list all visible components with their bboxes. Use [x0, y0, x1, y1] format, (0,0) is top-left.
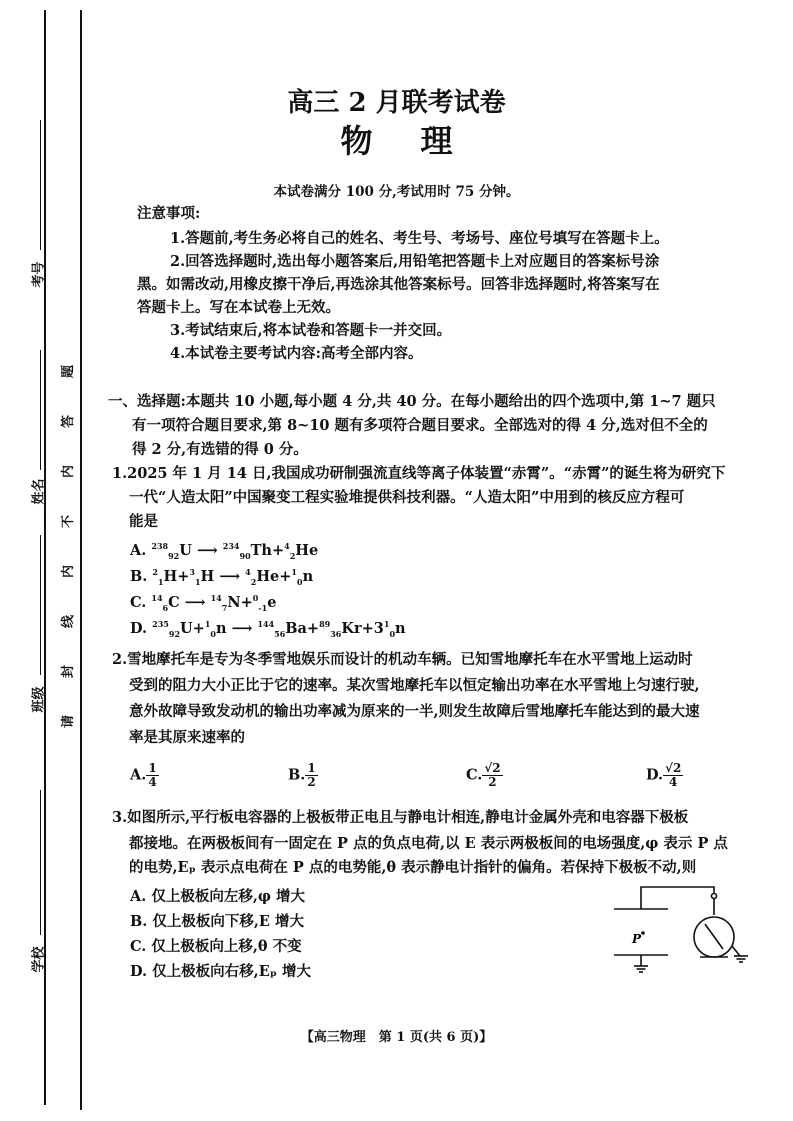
- q3-option-c[interactable]: C. 仅上极板向上移,θ 不变: [130, 938, 302, 955]
- label-banji: 班级: [31, 686, 47, 713]
- nuclide: H+: [163, 568, 190, 585]
- denominator: 2: [488, 775, 497, 789]
- q2-stem-line-3: 意外故障导致发动机的输出功率减为原来的一半,则发生故障后雪地摩托车能达到的最大速: [129, 703, 700, 720]
- atomic-number: 6: [162, 602, 169, 613]
- nuclide: e: [267, 594, 277, 611]
- q3-option-b[interactable]: B. 仅上极板向下移,E 增大: [130, 913, 304, 930]
- margin-line-outer: [44, 10, 46, 1105]
- numerator: 1: [307, 761, 316, 775]
- atomic-number: 1: [194, 576, 201, 587]
- nuclide: Ba+: [285, 620, 320, 637]
- banji-fill-line[interactable]: [40, 535, 41, 675]
- mass-number: 234: [222, 541, 240, 552]
- atomic-number: 2: [250, 576, 257, 587]
- atomic-number: 56: [274, 628, 286, 639]
- q2-option-c[interactable]: [466, 762, 503, 789]
- option-label: A.: [130, 542, 147, 559]
- q2-option-d[interactable]: [646, 762, 683, 789]
- notes-item-4: 4.本试卷主要考试内容:高考全部内容。: [170, 345, 423, 362]
- mass-number: 14: [151, 593, 163, 604]
- notes-item-1: 1.答题前,考生务必将自己的姓名、考生号、考场号、座位号填写在答题卡上。: [170, 230, 669, 247]
- q1-stem-line-3: 能是: [129, 513, 158, 530]
- atomic-number: 1: [157, 576, 164, 587]
- notes-item-2-line-3: 答题卡上。写在本试卷上无效。: [137, 299, 340, 316]
- nuclide: N+: [227, 594, 253, 611]
- label-kaohao: 考号: [31, 261, 47, 288]
- denominator: 4: [148, 775, 157, 789]
- option-label: B.: [288, 766, 306, 784]
- mass-number: 1: [383, 619, 390, 630]
- mass-number: 14: [210, 593, 222, 604]
- fraction: [663, 762, 683, 789]
- q3-option-a[interactable]: A. 仅上极板向左移,φ 增大: [130, 888, 306, 905]
- atomic-number: 90: [239, 550, 251, 561]
- q3-stem-line-1: 3.如图所示,平行板电容器的上极板带正电且与静电计相连,静电计金属外壳和电容器下极板: [112, 809, 689, 826]
- seal-char: 封: [61, 664, 77, 679]
- q2-stem-line-4: 率是其原来速率的: [129, 729, 245, 746]
- electrometer-pointer: [705, 924, 723, 949]
- q3-stem-line-3: 的电势,Eₚ 表示点电荷在 P 点的电势能,θ 表示静电计指针的偏角。若保持下极板不动,则: [129, 859, 697, 876]
- arrow: ⟶: [184, 594, 206, 611]
- nuclide: H: [200, 568, 215, 585]
- numerator: 1: [148, 761, 157, 775]
- mass-number: 235: [152, 619, 169, 630]
- mass-number: 89: [319, 619, 331, 630]
- seal-char: 请: [61, 714, 77, 729]
- seal-char: 答: [61, 414, 77, 429]
- denominator: 2: [307, 775, 316, 789]
- mass-number: 144: [257, 619, 275, 630]
- capacitor-electrometer-figure: [608, 880, 758, 980]
- mass-number: 238: [151, 541, 169, 552]
- arrow: ⟶: [196, 542, 218, 559]
- denominator: 4: [669, 775, 678, 789]
- notes-heading: 注意事项:: [137, 205, 201, 222]
- fraction: [146, 762, 158, 789]
- nuclide: n: [395, 620, 406, 637]
- section-1-line-2: 有一项符合题目要求,第 8~10 题有多项符合题目要求。全部选对的得 4 分,选对但不全的: [132, 417, 708, 434]
- option-label: B.: [130, 568, 148, 585]
- atomic-number: 0: [210, 628, 216, 639]
- label-xingming: 姓名: [31, 478, 47, 505]
- nuclide: Kr+3: [341, 620, 384, 637]
- notes-item-3: 3.考试结束后,将本试卷和答题卡一并交回。: [170, 322, 452, 339]
- option-label: A.: [130, 766, 147, 784]
- nuclide: n: [302, 568, 314, 585]
- electrometer-terminal: [712, 894, 717, 899]
- q1-option-a[interactable]: [130, 541, 318, 561]
- margin-line-inner: [80, 10, 82, 1110]
- nuclide: He+: [256, 568, 292, 585]
- option-label: D.: [130, 620, 148, 637]
- q1-stem-line-2: 一代“人造太阳”中国聚变工程实验堆提供科技利器。“人造太阳”中用到的核反应方程可: [129, 489, 685, 506]
- seal-char: 内: [61, 564, 77, 579]
- q1-option-c[interactable]: [130, 593, 276, 613]
- q1-option-d[interactable]: [130, 619, 406, 639]
- option-label: C.: [466, 766, 483, 784]
- atomic-number: 36: [330, 628, 342, 639]
- q2-stem-line-1: 2.雪地摩托车是专为冬季雪地娱乐而设计的机动车辆。已知雪地摩托车在水平雪地上运动时: [112, 651, 693, 668]
- page-footer: 【高三物理 第 1 页(共 6 页)】: [300, 1030, 493, 1045]
- nuclide: U+: [180, 620, 205, 637]
- option-label: C.: [130, 594, 147, 611]
- atomic-number: 2: [289, 550, 296, 561]
- notes-item-2-line-1: 2.回答选择题时,选出每小题答案后,用铅笔把答题卡上对应题目的答案标号涂: [170, 253, 660, 270]
- label-xuexiao: 学校: [31, 946, 47, 973]
- xuexiao-fill-line[interactable]: [40, 790, 41, 935]
- q1-stem-line-1: 1.2025 年 1 月 14 日,我国成功研制强流直线等离子体装置“赤霄”。“赤霄”的诞生将为研究下: [112, 465, 726, 482]
- q1-option-b[interactable]: [130, 567, 313, 587]
- wire: [641, 887, 714, 909]
- q3-stem-line-2: 都接地。在两极板间有一固定在 P 点的负点电荷,以 E 表示两极板间的电场强度,φ 表示 P 点: [129, 835, 728, 852]
- atomic-number: 92: [168, 628, 181, 639]
- arrow: ⟶: [219, 568, 241, 585]
- mass-number: 2: [152, 567, 158, 578]
- ground-wire-case: [732, 946, 740, 956]
- atomic-number: 7: [221, 602, 228, 613]
- exam-title: 高三 2 月联考试卷: [287, 88, 506, 118]
- section-1-line-1: 一、选择题:本题共 10 小题,每小题 4 分,共 40 分。在每小题给出的四个选项中,第 1~7 题只: [108, 393, 716, 410]
- atomic-number: 0: [389, 628, 396, 639]
- q2-option-b[interactable]: [288, 762, 318, 789]
- atomic-number: 92: [168, 550, 180, 561]
- atomic-number: -1: [258, 602, 268, 613]
- notes-item-2-line-2: 黑。如需改动,用橡皮擦干净后,再选涂其他答案标号。回答非选择题时,将答案写在: [137, 276, 660, 293]
- q2-option-a[interactable]: [130, 762, 159, 789]
- q3-option-d[interactable]: D. 仅上极板向右移,Eₚ 增大: [130, 963, 312, 980]
- subject-title: 物理: [340, 122, 501, 160]
- nuclide: Th+: [250, 542, 285, 559]
- mass-number: 4: [284, 541, 290, 552]
- q2-stem-line-2: 受到的阻力大小正比于它的速率。某次雪地摩托车以恒定输出功率在水平雪地上匀速行驶,: [129, 677, 700, 694]
- option-label: D.: [646, 766, 664, 784]
- seal-char: 线: [61, 614, 77, 629]
- fraction: [482, 762, 502, 789]
- point-label: P: [632, 932, 642, 946]
- mass-number: 1: [291, 567, 297, 578]
- mass-number: 0: [252, 593, 259, 604]
- mass-number: 1: [204, 619, 211, 630]
- section-1-line-3: 得 2 分,有选错的得 0 分。: [132, 441, 308, 458]
- seal-char: 不: [61, 514, 77, 529]
- exam-info: 本试卷满分 100 分,考试用时 75 分钟。: [273, 184, 520, 200]
- arrow: ⟶: [231, 620, 253, 637]
- xingming-fill-line[interactable]: [40, 350, 41, 470]
- fraction: [305, 762, 317, 789]
- numerator: √2: [484, 761, 501, 775]
- mass-number: 3: [189, 567, 195, 578]
- seal-char: 内: [61, 464, 77, 479]
- atomic-number: 0: [296, 576, 303, 587]
- nuclide: n: [215, 620, 227, 637]
- numerator: √2: [665, 761, 682, 775]
- nuclide: U: [179, 542, 192, 559]
- seal-char: 题: [61, 364, 77, 379]
- point-charge-p: [641, 931, 645, 935]
- mass-number: 4: [245, 567, 251, 578]
- nuclide: He: [295, 542, 319, 559]
- nuclide: C: [168, 594, 180, 611]
